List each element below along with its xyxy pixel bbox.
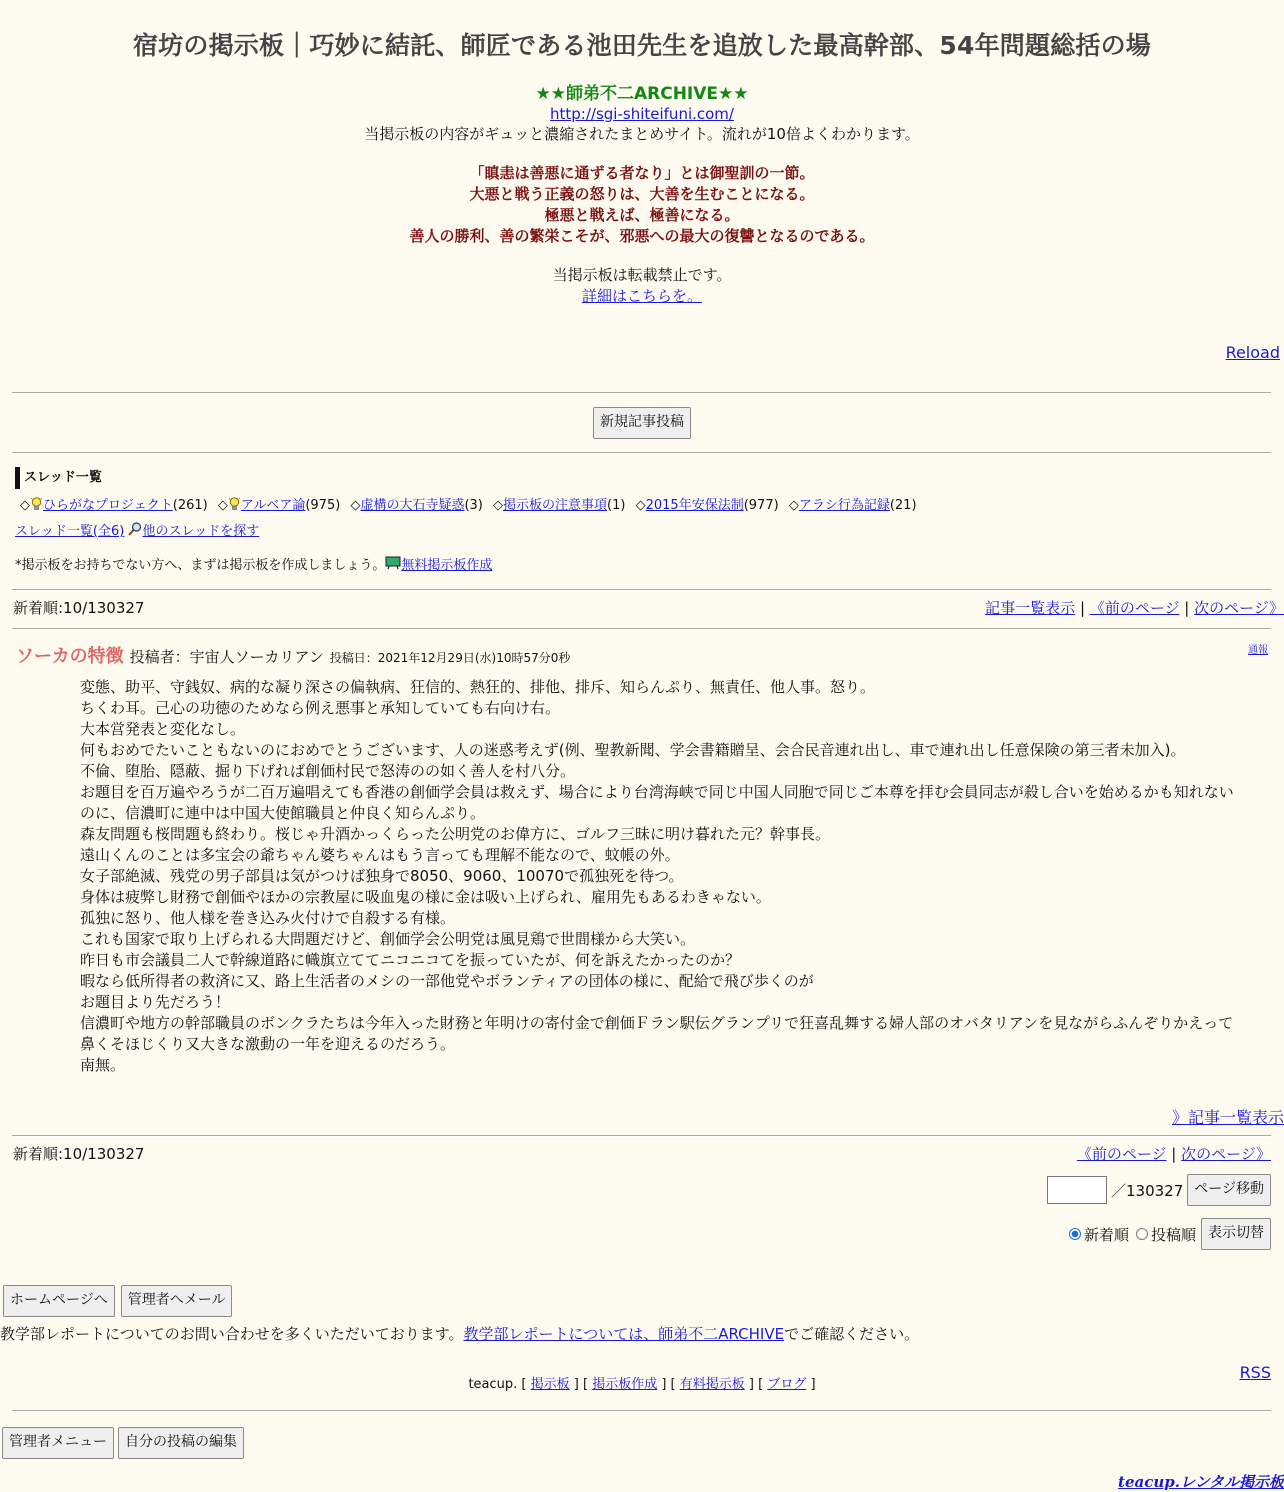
admin-menu-button[interactable]: 管理者メニュー xyxy=(2,1427,114,1459)
teacup-blog-link[interactable]: ブログ xyxy=(767,1377,807,1392)
thread-list xyxy=(20,496,923,516)
thread-link-anpo[interactable]: 2015年安保法制 xyxy=(645,498,744,513)
nav-separator: | xyxy=(1171,1145,1177,1163)
info-text: 教学部レポートについてのお問い合わせを多くいただいております。 xyxy=(0,1325,464,1343)
top-nav-links xyxy=(985,598,1284,618)
teacup-create-link[interactable]: 掲示板作成 xyxy=(592,1377,658,1392)
post-line: 昨日も市会議員二人で幹線道路に幟旗立ててニコニコてを振っていたが、何を訴えたかったのか？ xyxy=(80,951,741,969)
lightbulb-icon xyxy=(228,497,241,511)
page-total: ／130327 xyxy=(1111,1181,1184,1200)
thread-count: (975) xyxy=(305,498,341,513)
divider xyxy=(12,452,1271,454)
post-line: 森友問題も桜問題も終わり。桜じゃ升酒かっくらった公明党のお偉方に、ゴルフ三昧に明け暮れた元？幹事長。 xyxy=(80,825,831,843)
sort-form xyxy=(1069,1218,1271,1250)
post-line: ちくわ耳。己心の功徳のためなら例え悪事と承知していても右向け右。 xyxy=(80,699,561,717)
notice-section xyxy=(0,265,1284,307)
post-body xyxy=(80,677,1240,1076)
prev-page-link[interactable]: 《前のページ xyxy=(1089,599,1180,617)
prev-page-link[interactable]: 《前のページ xyxy=(1076,1145,1167,1163)
sort-toggle-button[interactable]: 表示切替 xyxy=(1201,1218,1271,1250)
reload-link[interactable]: Reload xyxy=(1225,343,1280,362)
page-title: 宿坊の掲示板｜巧妙に結託、師匠である池田先生を追放した最高幹部、54年問題総括の場 xyxy=(133,31,1151,60)
thread-item: ◇掲示板の注意事項(1) xyxy=(493,498,626,513)
next-page-link[interactable]: 次のページ》 xyxy=(1181,1145,1271,1163)
post-line: 何もおめでたいこともないのにおめでとうございます、人の迷惑考えず(例、聖教新聞、学会書籍贈呈、会合民音連れ出し、車で連れ出し任意保険の第三者未加入)。 xyxy=(80,741,1186,759)
teacup-links: teacup. [ 掲示板 ] [ 掲示板作成 ] [ 有料掲示板 ] [ ブログ ] xyxy=(468,1377,816,1392)
magnifier-icon xyxy=(128,522,142,536)
post-line: お題目より先だろう！ xyxy=(80,993,231,1011)
edit-own-post-button[interactable]: 自分の投稿の編集 xyxy=(118,1427,244,1459)
post-line: 身体は疲弊し財務で創価やほかの宗教屋に吸血鬼の様に金は吸い上げられ、雇用先もあるわきゃない。 xyxy=(80,888,771,906)
sort-new-label: 新着順 xyxy=(1083,1225,1129,1244)
admin-buttons xyxy=(2,1427,244,1459)
post-line: これも国家で取り上げられる大問題だけど、創価学会公明党は風見鶏で世間様から大笑い。 xyxy=(80,930,696,948)
nav-separator: | xyxy=(1079,599,1086,617)
post-line: 信濃町や地方の幹部職員のボンクラたちは今年入った財務と年明けの寄付金で創価Ｆラン駅伝グランプリで狂喜乱舞する婦人部のオバタリアンを見ながらふんぞりかえって鼻くそほじくり又大きな激動の一年を迎えるのだろう。 xyxy=(80,1014,1234,1053)
post-line: 女子部絶滅、残党の男子部員は気がつけば独身で8050、9060、10070で孤独死を待つ。 xyxy=(80,867,684,885)
info-line xyxy=(0,1324,919,1344)
archive-description: 当掲示板の内容がギュッと濃縮されたまとめサイト。流れが10倍よくわかります。 xyxy=(364,125,920,143)
board-icon xyxy=(385,556,401,570)
lightbulb-icon xyxy=(30,497,43,511)
thread-count: (1) xyxy=(607,498,626,513)
post-line: 孤独に怒り、他人様を巻き込み火付けで自殺する有様。 xyxy=(80,909,456,927)
quote-line: 大悪と戦う正義の怒りは、大善を生むことになる。 xyxy=(469,185,815,203)
archive-title: ★★師弟不二ARCHIVE★★ xyxy=(535,84,749,104)
notice-details-link[interactable]: 詳細はこちらを。 xyxy=(581,287,702,305)
quote-line: 「瞋恚は善悪に通ずる者なり」とは御聖訓の一節。 xyxy=(469,164,815,182)
home-mail-buttons xyxy=(3,1285,232,1317)
sort-new-radio[interactable] xyxy=(1069,1228,1081,1240)
quote-line: 善人の勝利、善の繁栄こそが、邪悪への最大の復讐となるのである。 xyxy=(409,227,875,245)
divider xyxy=(12,392,1271,394)
nav-separator: | xyxy=(1184,599,1190,617)
thread-item: ◇ アルベア論(975) xyxy=(217,498,341,513)
home-button[interactable]: ホームページへ xyxy=(3,1285,115,1317)
post-header xyxy=(16,642,570,668)
teacup-paid-link[interactable]: 有料掲示板 xyxy=(679,1377,745,1392)
divider xyxy=(12,589,1271,591)
page-status: 新着順:10/130327 xyxy=(13,599,145,617)
bottom-nav-links xyxy=(1077,1144,1271,1164)
thread-sub-links xyxy=(15,522,259,542)
thread-link-hiragana[interactable]: ひらがなプロジェクト xyxy=(43,498,173,513)
rss-link[interactable]: RSS xyxy=(1239,1363,1271,1382)
create-board-link[interactable]: 無料掲示板作成 xyxy=(401,558,493,573)
search-threads-link[interactable]: 他のスレッドを探す xyxy=(142,524,260,539)
quote-line: 極悪と戦えば、極善になる。 xyxy=(544,206,740,224)
archive-section xyxy=(0,84,1284,144)
post-list-link-bottom[interactable]: 》記事一覧表示 xyxy=(1171,1108,1284,1127)
create-board-text: *掲示板をお持ちでない方へ、まずは掲示板を作成しましょう。 xyxy=(15,558,386,573)
thread-count: (977) xyxy=(743,498,779,513)
info-suffix: でご確認ください。 xyxy=(784,1325,920,1343)
post-date: 投稿日：2021年12月29日(水)10時57分0秒 xyxy=(329,651,571,665)
post-author: 投稿者：宇宙人ソーカリアン xyxy=(129,648,324,666)
report-link[interactable]: 通報 xyxy=(1248,645,1268,656)
thread-link-arashi[interactable]: アラシ行為記録 xyxy=(798,498,890,513)
thread-count: (261) xyxy=(172,498,208,513)
post-line: 南無。 xyxy=(80,1056,126,1074)
thread-item: ◇ ひらがなプロジェクト(261) xyxy=(20,498,208,513)
post-line: 変態、助平、守銭奴、病的な凝り深さの偏執病、狂信的、熱狂的、排他、排斥、知らんぷり、無責任、他人事。怒り。 xyxy=(80,678,876,696)
post-line: 遠山くんのことは多宝会の爺ちゃん婆ちゃんはもう言っても理解不能なので、蚊帳の外。 xyxy=(80,846,680,864)
sort-post-label: 投稿順 xyxy=(1150,1225,1196,1244)
new-post-button[interactable]: 新規記事投稿 xyxy=(593,407,691,439)
quote-section xyxy=(0,163,1284,247)
page-status: 新着順:10/130327 xyxy=(13,1145,145,1163)
teacup-board-link[interactable]: 掲示板 xyxy=(530,1377,570,1392)
divider xyxy=(12,628,1271,630)
post-line: 不倫、堕胎、隠蔽、掘り下げれば創価村民で怒涛のの如く善人を村八分。 xyxy=(80,762,576,780)
divider xyxy=(12,1410,1271,1412)
thread-link-albea[interactable]: アルベア論 xyxy=(240,498,306,513)
post-line: 暇なら低所得者の救済に又、路上生活者のメシの一部他党やボランティアの団体の様に、配給で飛び歩くのが xyxy=(80,972,814,990)
thread-count: (3) xyxy=(464,498,483,513)
post-title: ソーカの特徴 xyxy=(16,646,124,667)
sort-post-radio[interactable] xyxy=(1136,1228,1148,1240)
post-list-link[interactable]: 記事一覧表示 xyxy=(985,599,1076,617)
thread-item: ◇虚構の大石寺疑惑(3) xyxy=(350,498,483,513)
page-move-button[interactable]: ページ移動 xyxy=(1187,1174,1271,1206)
post-line: 大本営発表と変化なし。 xyxy=(80,720,246,738)
create-board-line xyxy=(15,556,492,576)
info-archive-link[interactable]: 教学部レポートについては、師弟不二ARCHIVE xyxy=(463,1325,785,1343)
thread-count: (21) xyxy=(889,498,917,513)
page-move-form xyxy=(1047,1174,1271,1206)
teacup-prefix: teacup. [ xyxy=(468,1377,527,1392)
thread-item: ◇アラシ行為記録(21) xyxy=(788,498,917,513)
divider xyxy=(12,1135,1271,1137)
mail-admin-button[interactable]: 管理者へメール xyxy=(121,1285,233,1317)
next-page-link[interactable]: 次のページ》 xyxy=(1194,599,1284,617)
notice-text: 当掲示板は転載禁止です。 xyxy=(552,266,732,284)
thread-list-heading: スレッド一覧 xyxy=(15,467,102,489)
all-threads-link[interactable]: スレッド一覧(全6) xyxy=(15,524,125,539)
thread-link-notes[interactable]: 掲示板の注意事項 xyxy=(503,498,608,513)
post-line: お題目を百万遍やろうが二百万遍唱えても香港の創価学会員は救えず、場合により台湾海峡で同じ中国人同胞で同じご本尊を拝む会員同志が殺し合いを始めるかも知れないのに、信濃町に連中は中国大使館職員と仲良く知らんぷり。 xyxy=(80,783,1234,822)
teacup-brand-link[interactable]: teacup.レンタル掲示板 xyxy=(1118,1473,1284,1491)
thread-item: ◇2015年安保法制(977) xyxy=(635,498,779,513)
thread-link-taisekiji[interactable]: 虚構の大石寺疑惑 xyxy=(360,498,465,513)
archive-url-link[interactable]: http://sgi-shiteifuni.com/ xyxy=(550,105,734,123)
page-number-input[interactable] xyxy=(1047,1176,1107,1204)
